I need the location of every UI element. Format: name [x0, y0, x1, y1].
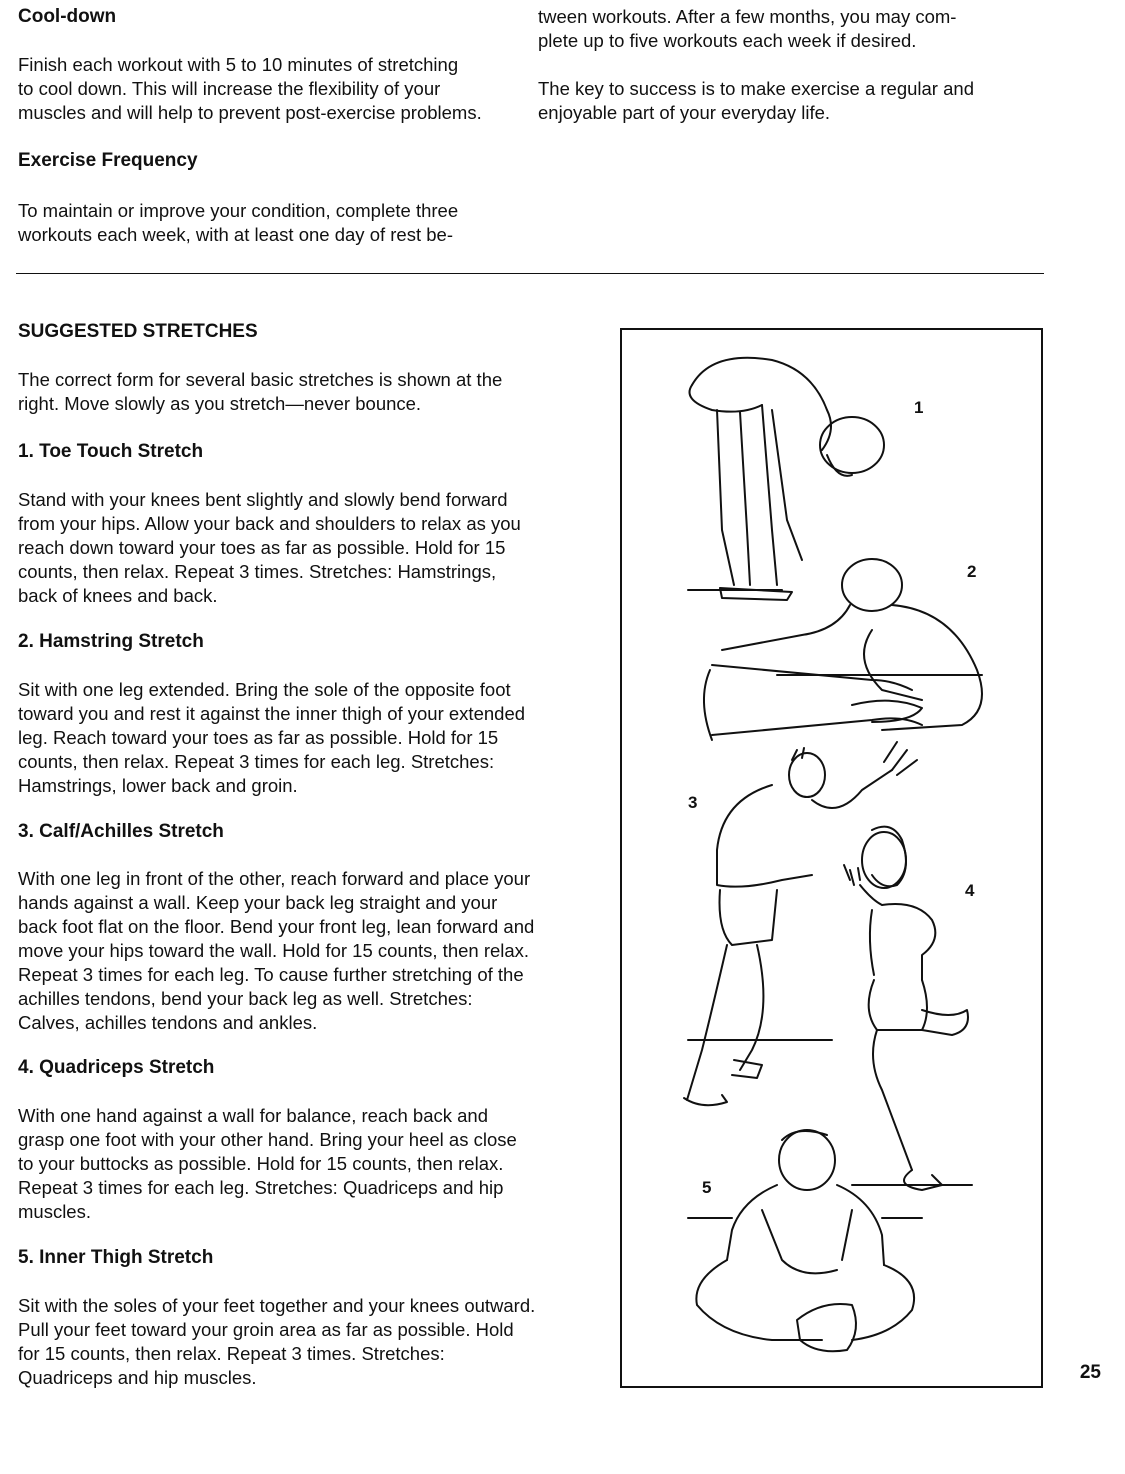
stretch-illustrations-box: [620, 328, 1043, 1388]
text-line: hands against a wall. Keep your back leg straight and your: [18, 892, 498, 913]
stretches-intro: [18, 368, 502, 416]
page-number: 25: [1079, 1362, 1101, 1383]
frequency-paragraph-continued: [538, 5, 956, 53]
text-line: move your hips toward the wall. Hold for 15 counts, then relax.: [18, 940, 530, 961]
text-line: Stand with your knees bent slightly and slowly bend forward: [18, 489, 508, 510]
text-line: back foot flat on the floor. Bend your front leg, lean forward and: [18, 916, 535, 937]
inner-thigh-stretch-figure: [688, 1130, 922, 1351]
text-line: Repeat 3 times for each leg. Stretches: Quadriceps and hip: [18, 1177, 504, 1198]
text-line: Sit with one leg extended. Bring the sole of the opposite foot: [18, 679, 511, 700]
text-line: enjoyable part of your everyday life.: [538, 102, 831, 123]
figure-number: 4: [965, 881, 975, 900]
section-divider: [16, 273, 1044, 274]
text-line: Hamstrings, lower back and groin.: [18, 775, 298, 796]
text-line: reach down toward your toes as far as possible. Hold for 15: [18, 537, 506, 558]
cooldown-paragraph: [18, 53, 482, 125]
text-line: Calves, achilles tendons and ankles.: [18, 1012, 318, 1033]
figure-number: 5: [702, 1178, 712, 1197]
figure-number: 2: [967, 562, 977, 581]
stretch-title: 2. Hamstring Stretch: [18, 631, 204, 652]
text-line: toward you and rest it against the inner thigh of your extended: [18, 703, 526, 724]
frequency-paragraph: [18, 199, 458, 247]
frequency-heading: Exercise Frequency: [18, 150, 198, 171]
stretch-description: [18, 488, 521, 608]
stretch-title: 5. Inner Thigh Stretch: [18, 1247, 214, 1268]
text-line: Repeat 3 times for each leg. To cause further stretching of the: [18, 964, 524, 985]
calf-stretch-figure: [684, 742, 917, 1105]
text-line: achilles tendons, bend your back leg as well. Stretches:: [18, 988, 473, 1009]
text-line: plete up to five workouts each week if desired.: [538, 30, 917, 51]
text-line: The correct form for several basic stretches is shown at the: [18, 369, 503, 390]
quadriceps-stretch-figure: [844, 827, 975, 1190]
text-line: from your hips. Allow your back and shoulders to relax as you: [18, 513, 521, 534]
text-line: right. Move slowly as you stretch—never bounce.: [18, 393, 422, 414]
text-line: back of knees and back.: [18, 585, 218, 606]
text-line: counts, then relax. Repeat 3 times for each leg. Stretches:: [18, 751, 495, 772]
text-line: muscles and will help to prevent post-exercise problems.: [18, 102, 482, 123]
text-line: to cool down. This will increase the flexibility of your: [18, 78, 441, 99]
stretch-description: [18, 867, 534, 1035]
text-line: to your buttocks as possible. Hold for 15 counts, then relax.: [18, 1153, 504, 1174]
text-line: Quadriceps and hip muscles.: [18, 1367, 257, 1388]
stretch-title: 4. Quadriceps Stretch: [18, 1057, 215, 1078]
stretch-description: [18, 678, 525, 798]
text-line: leg. Reach toward your toes as far as possible. Hold for 15: [18, 727, 499, 748]
stretch-illustrations-icon: [622, 330, 1041, 1386]
stretch-description: [18, 1104, 517, 1224]
hamstring-stretch-figure: [704, 559, 982, 740]
text-line: workouts each week, with at least one day of rest be-: [18, 224, 453, 245]
text-line: Pull your feet toward your groin area as far as possible. Hold: [18, 1319, 514, 1340]
stretches-heading: SUGGESTED STRETCHES: [18, 321, 258, 342]
text-line: To maintain or improve your condition, complete three: [18, 200, 459, 221]
text-line: The key to success is to make exercise a regular and: [538, 78, 974, 99]
stretch-description: [18, 1294, 535, 1390]
text-line: muscles.: [18, 1201, 91, 1222]
cooldown-heading: Cool-down: [18, 6, 117, 27]
text-line: counts, then relax. Repeat 3 times. Stretches: Hamstrings,: [18, 561, 497, 582]
text-line: grasp one foot with your other hand. Bring your heel as close: [18, 1129, 517, 1150]
text-line: for 15 counts, then relax. Repeat 3 times. Stretches:: [18, 1343, 445, 1364]
figure-number: 1: [914, 398, 924, 417]
key-paragraph: [538, 77, 974, 125]
text-line: With one hand against a wall for balance, reach back and: [18, 1105, 488, 1126]
text-line: Sit with the soles of your feet together and your knees outward.: [18, 1295, 536, 1316]
text-line: Finish each workout with 5 to 10 minutes of stretching: [18, 54, 459, 75]
text-line: With one leg in front of the other, reach forward and place your: [18, 868, 531, 889]
stretch-title: 1. Toe Touch Stretch: [18, 441, 204, 462]
stretch-title: 3. Calf/Achilles Stretch: [18, 821, 224, 842]
figure-number: 3: [688, 793, 698, 812]
text-line: tween workouts. After a few months, you may com-: [538, 6, 957, 27]
